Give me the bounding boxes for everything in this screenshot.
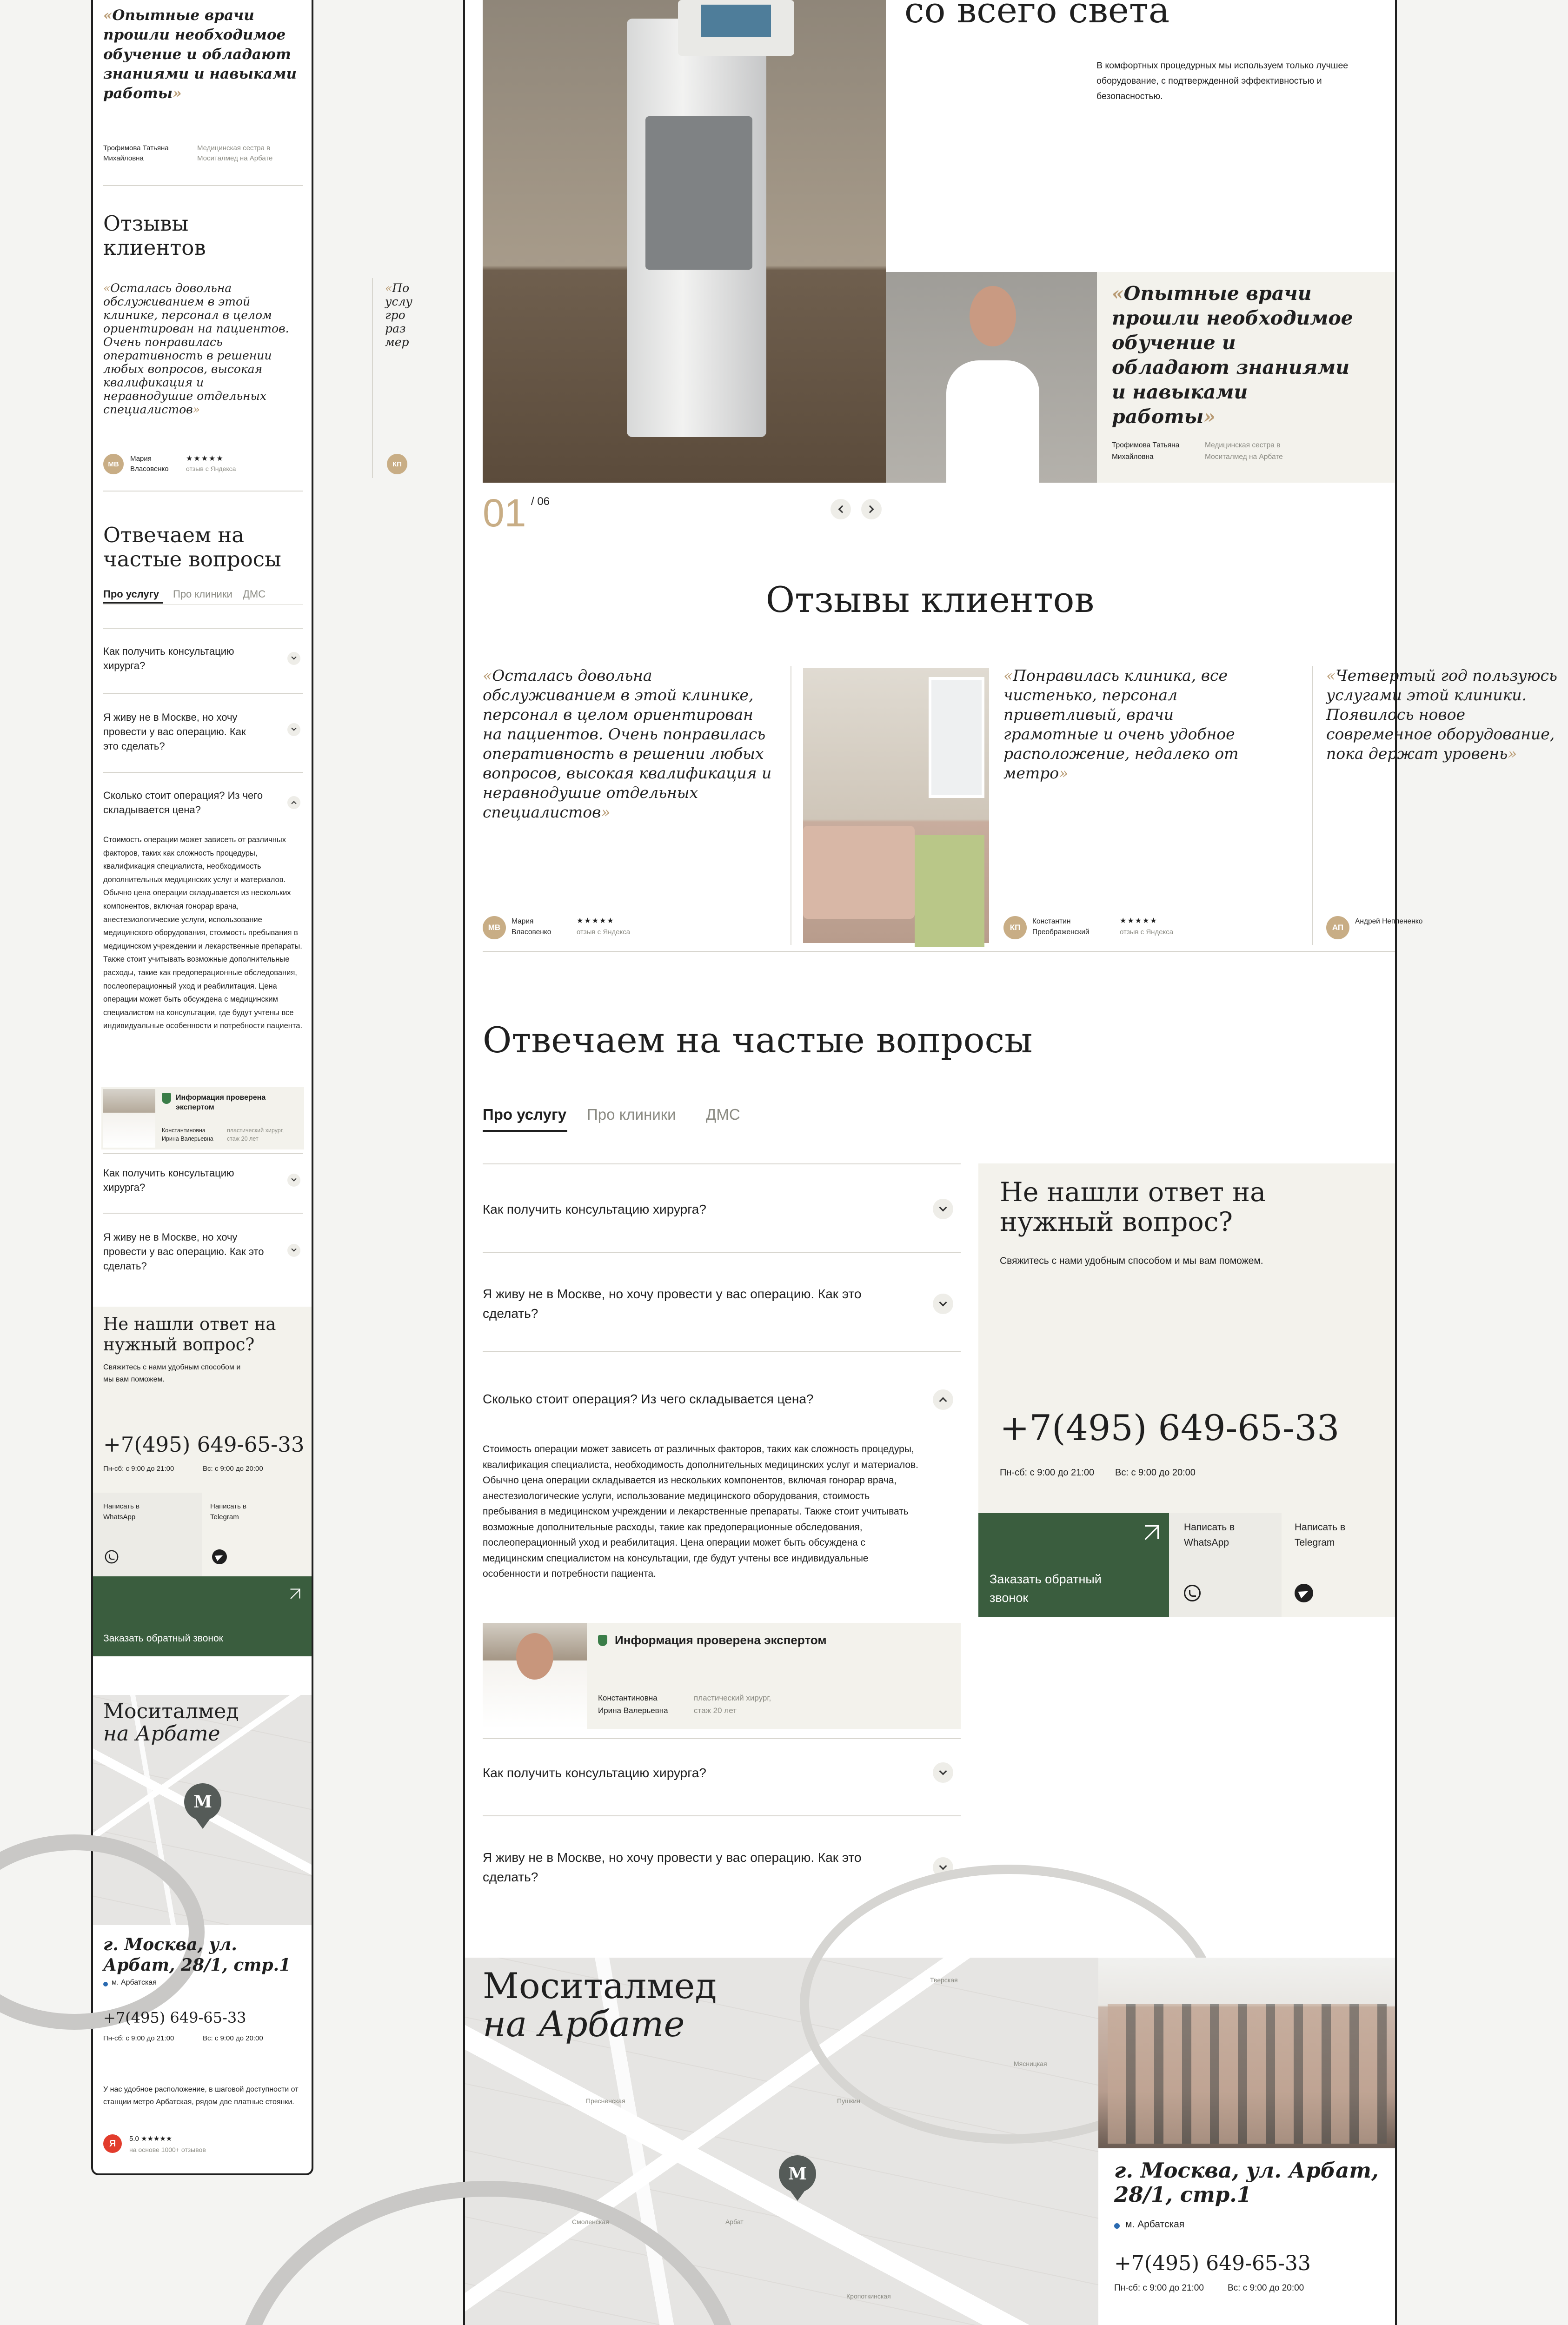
whatsapp-icon [1184, 1585, 1201, 1601]
faq-answer: Стоимость операции может зависеть от различных факторов, таких как сложность процедуры, квалификация специалиста, необходимость дополнительных медицинских услуг и материалов. Обычно цена операции складывается из нескольких компонентов, включая гонорар врача, анестезиологические услуги, использование медицинского оборудования, стоимость пребывания в медицинском учреждении и лекарственные препараты. Также стоит учитывать возможные дополнительные расходы, такие как предоперационные обследования, послеоперационный уход и реабилитация. Цена операции может быть обсуждена с медицинским специалистом на консультации, где будут учтены все индивидуальные особенности и потребности пациента. [103, 836, 303, 1030]
map-pin-icon[interactable]: М [184, 1783, 221, 1820]
telegram-button[interactable]: Написать в Telegram [1282, 1513, 1395, 1617]
faq-heading: Отвечаем на частые вопросы [103, 523, 281, 571]
map-label: Кропоткинская [846, 2292, 891, 2300]
location-phone[interactable]: +7(495) 649-65-33 [1114, 2252, 1311, 2275]
doctor-name: Трофимова Татьяна Михайловна [1112, 441, 1180, 461]
avatar: КП [1003, 916, 1027, 939]
yandex-icon: Я [103, 2134, 122, 2153]
map-label: Мясницкая [1014, 2060, 1047, 2067]
faq-question[interactable]: Как получить консультацию хирурга? [103, 1167, 234, 1193]
chevron-down-icon[interactable] [933, 1762, 953, 1783]
tab-about-service[interactable]: Про услугу [483, 1106, 567, 1123]
avatar: МВ [103, 454, 124, 474]
hours-weekday: Пн-сб: с 9:00 до 21:00 [1000, 1468, 1095, 1478]
faq-question-open[interactable]: Сколько стоит операция? Из чего складывается цена? [483, 1392, 814, 1406]
metro: м. Арбатская [112, 1979, 157, 1986]
chevron-up-icon[interactable] [933, 1389, 953, 1410]
doctor-quote: «Опытные врачи прошли необходимое обучение и обладают знаниями и навыками работы» [103, 7, 297, 102]
review-source: отзыв с Яндекса [1120, 928, 1174, 936]
map-label: Тверская [930, 1976, 958, 1984]
hours-sunday: Вс: с 9:00 до 20:00 [1115, 1468, 1196, 1478]
telegram-button[interactable]: Написать в Telegram [203, 1493, 312, 1576]
shield-icon [162, 1093, 171, 1104]
review-source: отзыв с Яндекса [186, 465, 236, 472]
map-label: Арбат [725, 2218, 744, 2225]
location-phone[interactable]: +7(495) 649-65-33 [103, 2009, 246, 2026]
doctor-quote: «Опытные врачи прошли необходимое обучение и обладают знаниями и навыками работы» [1112, 282, 1353, 428]
arrow-up-right-icon [1145, 1525, 1159, 1539]
tab-about-service[interactable]: Про услугу [103, 588, 159, 600]
chevron-down-icon[interactable] [287, 723, 300, 736]
chevron-down-icon[interactable] [933, 1199, 953, 1219]
avatar: МВ [483, 916, 506, 939]
contact-panel [93, 1307, 312, 1576]
metro-icon [103, 1982, 108, 1986]
chevron-down-icon[interactable] [287, 1174, 300, 1187]
contact-subtitle: Свяжитесь с нами удобным способом и мы вам поможем. [103, 1363, 241, 1383]
callback-button[interactable]: Заказать обратный звонок [978, 1513, 1169, 1617]
contact-subtitle: Свяжитесь с нами удобным способом и мы вам поможем. [1000, 1256, 1263, 1266]
tab-about-clinics[interactable]: Про клиники [173, 588, 233, 600]
chevron-down-icon[interactable] [933, 1294, 953, 1314]
faq-question[interactable]: Я живу не в Москве, но хочу провести у вас операцию. Как это сделать? [483, 1850, 862, 1884]
desktop-page [463, 0, 1557, 2325]
hours-weekday: Пн-сб: с 9:00 до 21:00 [103, 1465, 174, 1473]
slide-counter: 01 [483, 491, 526, 535]
expert-name: Константиновна Ирина Валерьевна [598, 1694, 668, 1715]
building-photo [1098, 1958, 1395, 2148]
reviewer-name: Мария Власовенко [130, 455, 169, 473]
map[interactable] [465, 1958, 1098, 2325]
faq-question[interactable]: Как получить консультацию хирурга? [483, 1202, 706, 1216]
location-note: У нас удобное расположение, в шаговой доступности от станции метро Арбатская, рядом две платные стоянки. [103, 2086, 299, 2106]
location-title: Моситалмед на Арбате [483, 1965, 717, 2045]
mobile-page: «Опытные врачи прошли необходимое обучение и обладают знаниями и навыками работы» Трофимова Татьяна Михайловна Медицинская сестра в Моситалмед на Арбате Отзывы клиентов «Осталась довольна обслуживанием в этой клинике, персонал в целом ориентирован на пациентов. Очень понравилась оперативность в решении любых вопросов, высокая квалификация и неравнодушие отдельных специалистов» «По услу гро раз мер МВ Мария Власовенко ★★★★★ отзыв с Яндекса КП Отвечаем на частые вопросы Про услугу Про клиники ДМС Как получить консультацию хирурга? Я живу не в Москве, но хочу провести у вас операцию. Как это сделать? Сколько стоит операция? Из чего складывается цена? Стоимость операции может зависеть от различных факторов, таких как сложность процедуры, квалификация специалиста, необходимость дополнительных медицинских услуг и материалов. Обычно цена операции складывается из нескольких компонентов, включая гонорар врача, анестезиологические услуги, использование медицинского оборудования, стоимость пребывания в медицинском учреждении и лекарственные препараты. Также стоит учитывать возможные дополнительные расходы, такие как предоперационные обследования, послеоперационный уход и реабилитация. Цена операции может быть обсуждена с медицинским специалистом на консультации, где будут учтены все индивидуальные особенности и потребности пациента. Информация проверена экспертом Константиновна Ирина Валерьевна пластический хирург, стаж 20 лет Как получить консультацию хирурга? Я живу не в Москве, но хочу провести у вас операцию. Как это сделать? Не нашли ответ на нужный вопрос? Свяжитесь с нами удобным способом и мы вам поможем. +7(495) 649-65-33 Пн-сб: с 9:00 до 21:00 Вс: с 9:00 до 20:00 Написать в WhatsApp Написать в Telegram Заказать обратный звонок Моситалмед на Арбате М г. Москва, ул. Арбат, 28/1, стр.1 м. Арбатская +7(495) 649-65-33 Пн-сб: с 9:00 до 21:00 Вс: с 9:00 до 20:00 У нас удобное расположение, в шаговой доступности от станции метро Арбатская, рядом две платные стоянки. Я 5.0 ★★★★★ на основе 1000+ отзывов [91, 0, 313, 2175]
doctor-role: Медицинская сестра в Моситалмед на Арбате [1205, 441, 1283, 461]
expert-name: Константиновна Ирина Валерьевна [162, 1127, 213, 1142]
location-hours-weekday: Пн-сб: с 9:00 до 21:00 [1114, 2283, 1204, 2293]
expert-role: пластический хирург, стаж 20 лет [694, 1694, 771, 1715]
equipment-heading: со всего света [904, 0, 1170, 31]
map-label: Смоленская [572, 2218, 609, 2225]
address: г. Москва, ул. Арбат, 28/1, стр.1 [103, 1935, 291, 1975]
faq-heading: Отвечаем на частые вопросы [483, 1019, 1033, 1061]
avatar: АП [1326, 916, 1349, 939]
location-hours-sunday: Вс: с 9:00 до 20:00 [203, 2034, 263, 2042]
expert-title: Информация проверена экспертом [176, 1094, 266, 1111]
rating-basis: на основе 1000+ отзывов [129, 2146, 206, 2153]
faq-question-open[interactable]: Сколько стоит операция? Из чего складывается цена? [103, 790, 263, 816]
whatsapp-button[interactable]: Написать в WhatsApp [1169, 1513, 1282, 1617]
callback-button[interactable]: Заказать обратный звонок [93, 1576, 312, 1656]
review-source: отзыв с Яндекса [577, 928, 631, 936]
tab-dms[interactable]: ДМС [243, 588, 266, 600]
contact-heading: Не нашли ответ на нужный вопрос? [103, 1314, 276, 1355]
faq-question[interactable]: Я живу не в Москве, но хочу провести у вас операцию. Как это сделать? [103, 1231, 264, 1272]
expert-photo [103, 1089, 155, 1148]
map-pin-icon[interactable]: М [779, 2155, 816, 2192]
whatsapp-icon [105, 1550, 119, 1564]
rating: 5.0 ★★★★★ [129, 2135, 173, 2143]
faq-question[interactable]: Как получить консультацию хирурга? [103, 645, 234, 671]
contact-phone[interactable]: +7(495) 649-65-33 [103, 1432, 305, 1457]
equipment-description: В комфортных процедурных мы используем только лучшее оборудование, с подтвержденной эффективностью и безопасностью. [1096, 60, 1349, 101]
slide-total: / 06 [531, 495, 550, 508]
faq-answer: Стоимость операции может зависеть от различных факторов, таких как сложность процедуры, квалификация специалиста, необходимость дополнительных медицинских услуг и материалов. Обычно цена операции складывается из нескольких компонентов, включая гонорар врача, анестезиологические услуги, использование медицинского оборудования, стоимость пребывания в медицинском учреждении и лекарственные препараты. Также стоит учитывать возможные дополнительные расходы, такие как предоперационные обследования, послеоперационный уход и реабилитация. Цена операции может быть обсуждена с медицинским специалистом на консультации, где будут учтены все индивидуальные особенности и потребности пациента. [483, 1444, 919, 1579]
review-card: «Осталась довольна обслуживанием в этой клинике, персонал в целом ориентирован на пациентов. Очень понравилась оперативность в решении любых вопросов, высокая квалификация и неравнодушие отдельных специалистов» [103, 281, 289, 416]
location-title: Моситалмед на Арбате [103, 1700, 239, 1746]
review-card: «Осталась довольна обслуживанием в этой клинике, персонал в целом ориентирован на пациентов. Очень понравилась оперативность в решении любых вопросов, высокая квалификация и неравнодушие отдельных специалистов» [483, 666, 772, 821]
map-label: Пушкин [837, 2097, 860, 2105]
reviews-heading: Отзывы клиентов [765, 579, 1095, 620]
rating-stars: ★★★★★ [186, 455, 224, 463]
faq-question[interactable]: Как получить консультацию хирурга? [483, 1766, 706, 1780]
tab-about-clinics[interactable]: Про клиники [587, 1106, 676, 1123]
telegram-icon [1295, 1584, 1313, 1602]
reviewer-name: Андрей Неплененко [1355, 917, 1423, 925]
faq-question[interactable]: Я живу не в Москве, но хочу провести у вас операцию. Как это сделать? [483, 1287, 862, 1321]
telegram-icon [212, 1549, 227, 1564]
review-card: «Понравилась клиника, все чистенько, персонал приветливый, врачи грамотные и очень удобное расположение, недалеко от метро» [1003, 666, 1239, 782]
chevron-up-icon[interactable] [287, 796, 300, 809]
whatsapp-button[interactable]: Написать в WhatsApp [93, 1493, 202, 1576]
reviews-heading: Отзывы клиентов [103, 211, 206, 260]
equipment-photo [483, 0, 886, 483]
expert-card [101, 1087, 304, 1149]
next-arrow-icon[interactable] [861, 499, 882, 519]
review-card-next: «По услу гро раз мер [385, 281, 412, 349]
rating-stars: ★★★★★ [1120, 917, 1158, 925]
rating-stars: ★★★★★ [577, 917, 615, 925]
hours-sunday: Вс: с 9:00 до 20:00 [203, 1465, 263, 1473]
arrow-up-right-icon [291, 1589, 300, 1599]
metro: м. Арбатская [1125, 2219, 1185, 2230]
expert-role: пластический хирург, стаж 20 лет [227, 1127, 284, 1142]
prev-arrow-icon[interactable] [831, 499, 851, 519]
shield-icon [598, 1635, 607, 1646]
reviewer-name: Мария Власовенко [512, 917, 551, 936]
expert-title: Информация проверена экспертом [615, 1633, 827, 1647]
map[interactable] [93, 1695, 312, 1925]
contact-panel [978, 1163, 1395, 1513]
reviewer-name: Константин Преображенский [1032, 917, 1090, 936]
chevron-down-icon[interactable] [287, 1244, 300, 1257]
chevron-down-icon[interactable] [287, 652, 300, 665]
map-label: Пресненская [586, 2097, 625, 2105]
doctor-role: Медицинская сестра в Моситалмед на Арбате [197, 144, 273, 162]
expert-card [483, 1623, 961, 1729]
doctor-name: Трофимова Татьяна Михайловна [103, 144, 169, 162]
location-hours-weekday: Пн-сб: с 9:00 до 21:00 [103, 2034, 174, 2042]
doctor-photo [886, 272, 1097, 483]
address: г. Москва, ул. Арбат, 28/1, стр.1 [1114, 2158, 1379, 2207]
metro-icon [1114, 2223, 1120, 2229]
review-card: «Четвертый год пользуюсь услугами этой клиники. Появилось новое современное оборудование, пока держат уровень» [1326, 666, 1557, 763]
location-hours-sunday: Вс: с 9:00 до 20:00 [1228, 2283, 1304, 2293]
tab-dms[interactable]: ДМС [706, 1106, 740, 1123]
clinic-room-photo [803, 668, 989, 943]
doctor-quote-card [1097, 272, 1395, 483]
contact-heading: Не нашли ответ на нужный вопрос? [1000, 1177, 1266, 1237]
faq-question[interactable]: Я живу не в Москве, но хочу провести у вас операцию. Как это сделать? [103, 711, 246, 752]
expert-photo [483, 1623, 587, 1729]
contact-phone[interactable]: +7(495) 649-65-33 [1000, 1407, 1340, 1448]
